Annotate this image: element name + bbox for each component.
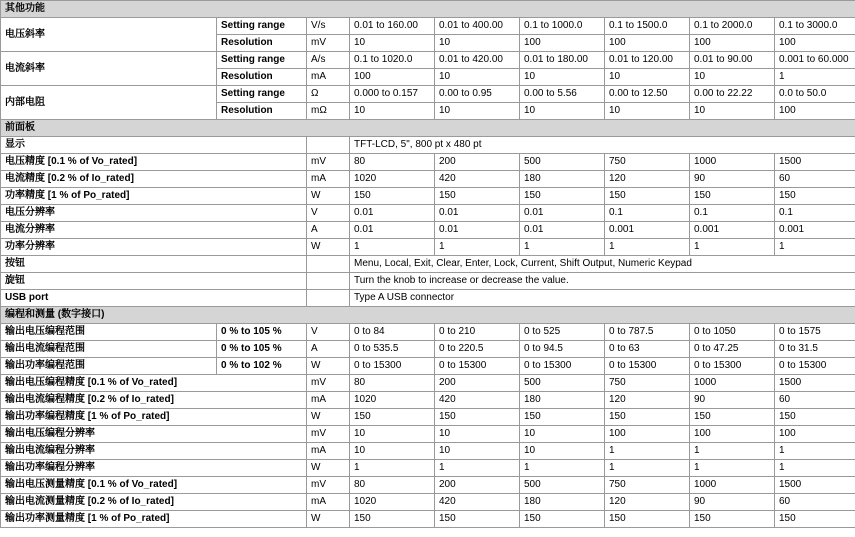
cell-value: 90 [690,171,775,188]
table-row [1,18,855,35]
cell-value: 10 [435,443,520,460]
row-sublabel: 0 % to 105 % [217,324,307,341]
row-label: 电压精度 [0.1 % of Vo_rated] [1,154,307,171]
table-row [1,222,855,239]
cell-value: 0 to 15300 [520,358,605,375]
table-row [1,171,855,188]
cell-value: 0.00 to 22.22 [690,86,775,103]
cell-value: 0.00 to 12.50 [605,86,690,103]
cell-value: 100 [605,35,690,52]
table-row [1,324,855,341]
row-label: 输出功率测量精度 [1 % of Po_rated] [1,511,307,528]
row-unit: mA [307,171,350,188]
cell-value: 10 [350,426,435,443]
row-unit: mV [307,426,350,443]
section-title: 编程和测量 (数字接口) [1,307,855,324]
cell-value: 200 [435,154,520,171]
table-row [1,358,855,375]
cell-value: 10 [350,35,435,52]
cell-value: 60 [775,171,855,188]
row-unit [307,290,350,307]
cell-value: 60 [775,392,855,409]
cell-value: 150 [690,409,775,426]
cell-value: 10 [435,69,520,86]
row-unit: A/s [307,52,350,69]
row-unit: mΩ [307,103,350,120]
cell-value: 150 [350,409,435,426]
row-label: 旋钮 [1,273,307,290]
section-title: 前面板 [1,120,855,137]
cell-value: 100 [605,426,690,443]
cell-value: 0 to 220.5 [435,341,520,358]
cell-value: 200 [435,477,520,494]
row-sublabel: Setting range [217,52,307,69]
cell-value: 0 to 63 [605,341,690,358]
row-unit: V [307,324,350,341]
cell-value: 120 [605,494,690,511]
row-text: Menu, Local, Exit, Clear, Enter, Lock, Current, Shift Output, Numeric Keypad [350,256,855,273]
cell-value: 100 [520,35,605,52]
table-row [1,86,855,103]
row-unit: W [307,409,350,426]
row-label: 输出电流编程范围 [1,341,217,358]
cell-value: 0.000 to 0.157 [350,86,435,103]
cell-value: 100 [690,426,775,443]
cell-value: 0 to 210 [435,324,520,341]
row-unit: A [307,222,350,239]
cell-value: 0.01 to 90.00 [690,52,775,69]
cell-value: 0.01 to 420.00 [435,52,520,69]
cell-value: 150 [605,511,690,528]
cell-value: 500 [520,154,605,171]
row-label: 电流斜率 [1,52,217,86]
cell-value: 0 to 535.5 [350,341,435,358]
row-unit: mA [307,443,350,460]
cell-value: 0 to 525 [520,324,605,341]
row-unit: A [307,341,350,358]
cell-value: 0.001 to 60.000 [775,52,855,69]
table-row [1,477,855,494]
cell-value: 0.1 to 1500.0 [605,18,690,35]
cell-value: 0.1 [775,205,855,222]
cell-value: 0 to 1575 [775,324,855,341]
row-sublabel: 0 % to 105 % [217,341,307,358]
row-unit: V/s [307,18,350,35]
cell-value: 10 [520,69,605,86]
table-row [1,494,855,511]
table-row [1,426,855,443]
cell-value: 0.1 to 1020.0 [350,52,435,69]
cell-value: 1 [775,69,855,86]
row-unit [307,137,350,154]
table-row [1,205,855,222]
cell-value: 0.1 to 3000.0 [775,18,855,35]
cell-value: 120 [605,392,690,409]
row-label: 电压分辨率 [1,205,307,222]
cell-value: 10 [350,443,435,460]
cell-value: 1 [690,239,775,256]
row-sublabel: Resolution [217,35,307,52]
cell-value: 0.01 [435,222,520,239]
section-header-row [1,120,855,137]
cell-value: 150 [775,188,855,205]
cell-value: 10 [350,103,435,120]
cell-value: 100 [775,103,855,120]
section-header-row [1,1,855,18]
cell-value: 150 [435,409,520,426]
row-label: 按钮 [1,256,307,273]
row-label: 功率精度 [1 % of Po_rated] [1,188,307,205]
cell-value: 1020 [350,392,435,409]
row-label: 显示 [1,137,307,154]
cell-value: 0 to 31.5 [775,341,855,358]
cell-value: 0.00 to 5.56 [520,86,605,103]
cell-value: 1 [605,239,690,256]
cell-value: 0.1 [605,205,690,222]
row-unit: mV [307,154,350,171]
cell-value: 150 [520,188,605,205]
table-row [1,443,855,460]
row-label: 输出电压编程分辨率 [1,426,307,443]
row-unit: W [307,460,350,477]
row-sublabel: Resolution [217,103,307,120]
cell-value: 180 [520,392,605,409]
cell-value: 150 [605,188,690,205]
cell-value: 100 [350,69,435,86]
row-label: 输出功率编程范围 [1,358,217,375]
cell-value: 180 [520,171,605,188]
table-row [1,290,855,307]
table-row [1,409,855,426]
cell-value: 0.1 to 2000.0 [690,18,775,35]
cell-value: 80 [350,477,435,494]
cell-value: 0.01 to 160.00 [350,18,435,35]
cell-value: 90 [690,392,775,409]
row-label: 电压斜率 [1,18,217,52]
cell-value: 420 [435,494,520,511]
cell-value: 1 [520,239,605,256]
cell-value: 80 [350,375,435,392]
cell-value: 1 [350,239,435,256]
table-row [1,256,855,273]
cell-value: 200 [435,375,520,392]
cell-value: 100 [775,35,855,52]
cell-value: 0 to 84 [350,324,435,341]
cell-value: 1 [690,443,775,460]
section-title: 其他功能 [1,1,855,18]
cell-value: 1 [605,460,690,477]
row-unit: mA [307,392,350,409]
cell-value: 1000 [690,375,775,392]
row-unit: W [307,511,350,528]
row-label: 输出功率编程分辨率 [1,460,307,477]
cell-value: 0.001 [605,222,690,239]
table-row [1,375,855,392]
section-header-row [1,307,855,324]
row-text: Turn the knob to increase or decrease the value. [350,273,855,290]
cell-value: 500 [520,477,605,494]
table-row [1,137,855,154]
cell-value: 1500 [775,477,855,494]
cell-value: 180 [520,494,605,511]
cell-value: 150 [690,188,775,205]
cell-value: 150 [775,511,855,528]
cell-value: 1 [605,443,690,460]
cell-value: 0 to 15300 [605,358,690,375]
table-row [1,392,855,409]
table-row [1,341,855,358]
row-label: 输出电流编程精度 [0.2 % of Io_rated] [1,392,307,409]
cell-value: 0.01 [520,222,605,239]
cell-value: 10 [605,69,690,86]
cell-value: 0 to 15300 [775,358,855,375]
cell-value: 750 [605,477,690,494]
row-unit: W [307,188,350,205]
row-label: 输出电压测量精度 [0.1 % of Vo_rated] [1,477,307,494]
cell-value: 0.01 [350,222,435,239]
cell-value: 1 [520,460,605,477]
cell-value: 150 [350,188,435,205]
row-sublabel: Setting range [217,18,307,35]
row-unit: W [307,239,350,256]
cell-value: 0.1 to 1000.0 [520,18,605,35]
cell-value: 1 [690,460,775,477]
row-sublabel: Resolution [217,69,307,86]
cell-value: 150 [605,409,690,426]
row-unit [307,273,350,290]
cell-value: 0 to 1050 [690,324,775,341]
cell-value: 420 [435,171,520,188]
cell-value: 0.01 [520,205,605,222]
cell-value: 1020 [350,494,435,511]
row-unit: V [307,205,350,222]
cell-value: 0 to 15300 [435,358,520,375]
cell-value: 1 [350,460,435,477]
cell-value: 1 [435,239,520,256]
row-unit: Ω [307,86,350,103]
row-unit: W [307,358,350,375]
cell-value: 1 [775,239,855,256]
cell-value: 100 [775,426,855,443]
cell-value: 0.00 to 0.95 [435,86,520,103]
cell-value: 1500 [775,375,855,392]
row-unit: mV [307,375,350,392]
cell-value: 120 [605,171,690,188]
row-label: 电流分辨率 [1,222,307,239]
row-text: TFT-LCD, 5", 800 pt x 480 pt [350,137,855,154]
cell-value: 750 [605,154,690,171]
cell-value: 10 [690,103,775,120]
cell-value: 10 [435,35,520,52]
cell-value: 100 [690,35,775,52]
row-unit [307,256,350,273]
cell-value: 0 to 15300 [690,358,775,375]
cell-value: 10 [435,426,520,443]
row-unit: mA [307,494,350,511]
cell-value: 0 to 787.5 [605,324,690,341]
row-label: USB port [1,290,307,307]
cell-value: 150 [520,511,605,528]
row-label: 输出电压编程精度 [0.1 % of Vo_rated] [1,375,307,392]
row-sublabel: Setting range [217,86,307,103]
cell-value: 10 [520,426,605,443]
cell-value: 1500 [775,154,855,171]
row-label: 内部电阻 [1,86,217,120]
cell-value: 10 [605,103,690,120]
cell-value: 0 to 15300 [350,358,435,375]
cell-value: 150 [690,511,775,528]
cell-value: 1020 [350,171,435,188]
row-label: 输出电流测量精度 [0.2 % of Io_rated] [1,494,307,511]
table-row [1,273,855,290]
cell-value: 0.1 [690,205,775,222]
cell-value: 0.01 [435,205,520,222]
row-sublabel: 0 % to 102 % [217,358,307,375]
cell-value: 1 [435,460,520,477]
cell-value: 150 [350,511,435,528]
cell-value: 0 to 94.5 [520,341,605,358]
cell-value: 750 [605,375,690,392]
table-row [1,511,855,528]
cell-value: 0 to 47.25 [690,341,775,358]
table-row [1,188,855,205]
cell-value: 150 [435,511,520,528]
cell-value: 10 [690,69,775,86]
cell-value: 80 [350,154,435,171]
row-label: 输出功率编程精度 [1 % of Po_rated] [1,409,307,426]
cell-value: 420 [435,392,520,409]
cell-value: 150 [775,409,855,426]
row-label: 输出电流编程分辨率 [1,443,307,460]
cell-value: 1000 [690,477,775,494]
cell-value: 0.01 [350,205,435,222]
cell-value: 150 [520,409,605,426]
cell-value: 0.01 to 120.00 [605,52,690,69]
cell-value: 0.001 [690,222,775,239]
table-row [1,154,855,171]
row-unit: mV [307,477,350,494]
row-text: Type A USB connector [350,290,855,307]
cell-value: 1 [775,443,855,460]
row-unit: mV [307,35,350,52]
cell-value: 60 [775,494,855,511]
cell-value: 0.001 [775,222,855,239]
row-label: 电流精度 [0.2 % of Io_rated] [1,171,307,188]
cell-value: 500 [520,375,605,392]
cell-value: 1000 [690,154,775,171]
cell-value: 0.01 to 180.00 [520,52,605,69]
cell-value: 1 [775,460,855,477]
cell-value: 10 [520,443,605,460]
cell-value: 150 [435,188,520,205]
cell-value: 10 [435,103,520,120]
row-label: 输出电压编程范围 [1,324,217,341]
table-row [1,460,855,477]
table-row [1,239,855,256]
cell-value: 0.0 to 50.0 [775,86,855,103]
table-row [1,52,855,69]
row-unit: mA [307,69,350,86]
cell-value: 10 [520,103,605,120]
cell-value: 0.01 to 400.00 [435,18,520,35]
cell-value: 90 [690,494,775,511]
row-label: 功率分辨率 [1,239,307,256]
